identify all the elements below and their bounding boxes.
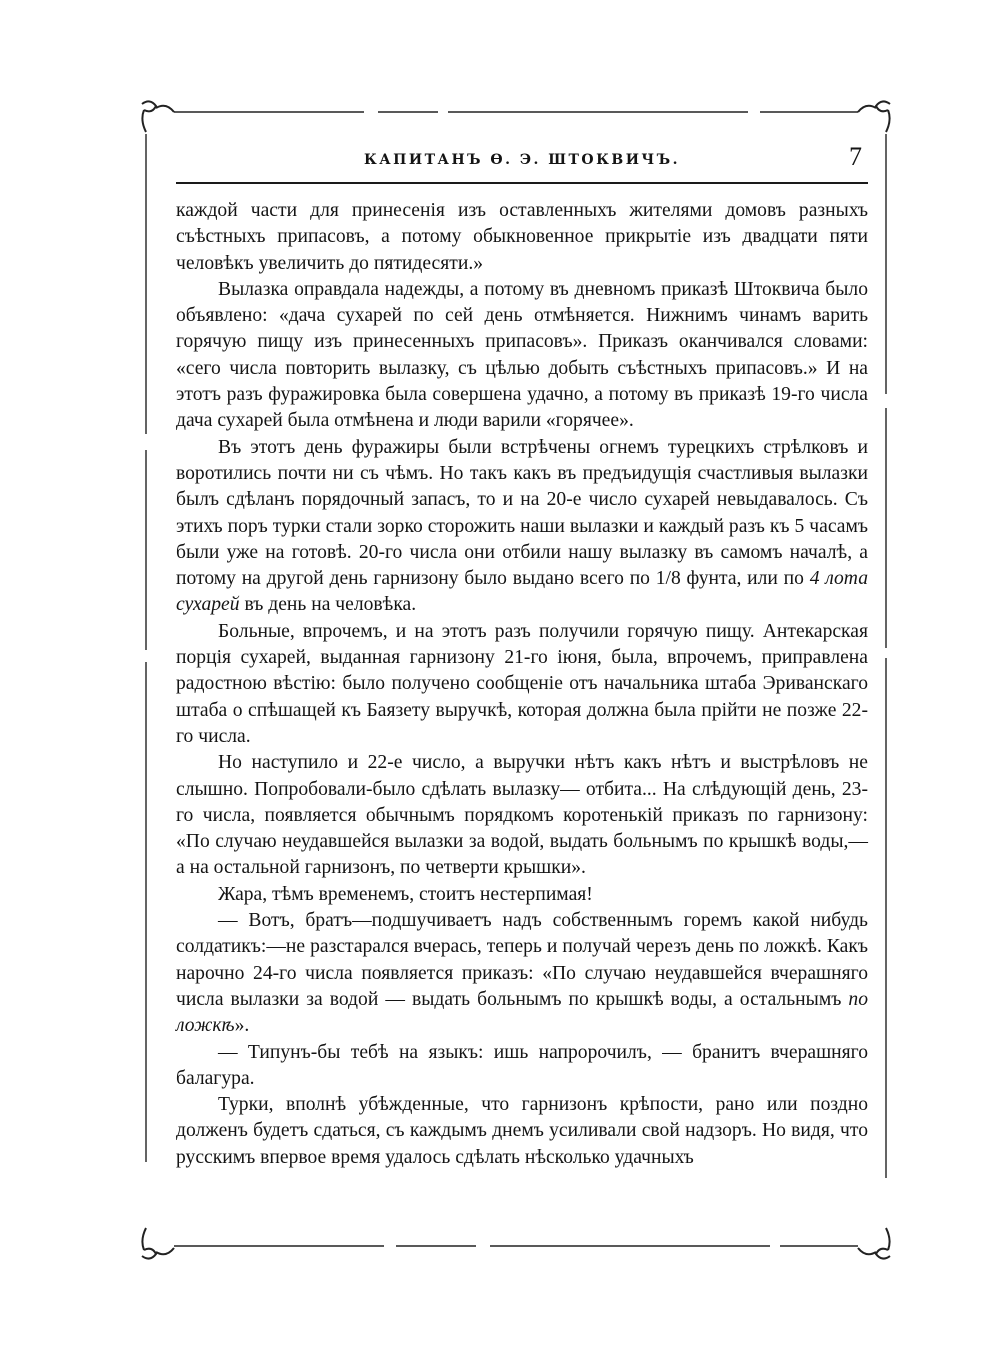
paragraph: — Типунъ-бы тебѣ на языкъ: ишь напророчилъ, — бранитъ вчерашняго балагура.	[176, 1041, 868, 1089]
paragraph: Больные, впрочемъ, и на этотъ разъ получили горячую пищу. Антекарская порція сухарей, выданная гарнизону 21-го іюня, была, впрочемъ, приправлена радостною вѣстію: было получено сообщеніе отъ начальника штаба Эриванскаго штаба о спѣшащей къ Баязету выручкѣ, которая должна была прійти не позже 22-го числа.	[176, 620, 868, 747]
corner-ornament-top-left	[142, 101, 174, 132]
paragraph	[176, 435, 868, 619]
paragraph-text: Въ этотъ день фуражиры были встрѣчены огнемъ турецкихъ стрѣлковъ и воротились почти ни съ чѣмъ. Но такъ какъ въ предъидущія счастливыя вылазки былъ сдѣланъ порядочный запасъ, то и на 20-е число сухарей невыдавалось. Съ этихъ поръ турки стали зорко сторожить наши вылазки и каждый разъ къ 5 часамъ были уже на готовѣ. 20-го числа они отбили нашу вылазку въ самомъ началѣ, а потому на другой день гарнизону было выдано всего по	[176, 436, 868, 590]
text-block	[176, 198, 868, 1171]
paragraph	[176, 908, 868, 1039]
corner-ornament-bottom-right	[858, 1228, 890, 1259]
italic-text: по ложкѣ	[176, 988, 868, 1037]
page-number: 7	[849, 142, 862, 171]
paragraph-text: фунта, или по	[686, 568, 804, 590]
paragraph-text: въ день на человѣка.	[244, 594, 417, 616]
corner-ornament-bottom-left	[142, 1228, 174, 1259]
paragraph: Вылазка оправдала надежды, а потому въ дневномъ приказѣ Штоквича было объявлено: «дача сухарей по сей день отмѣняется. Нижнимъ чинамъ варить горячую пищу изъ принесенныхъ припасовъ». Приказъ оканчивался словами: «сего числа повторить вылазку, съ цѣлью добыть съѣстныхъ припасовъ.» И на этотъ разъ фуражировка была совершена удачно, а потому въ приказѣ 19-го числа дача сухарей была отмѣнена и люди варили «горячее».	[176, 278, 868, 432]
page-frame	[140, 100, 892, 1260]
corner-ornament-top-right	[858, 101, 890, 132]
italic-text: 4 лота сухарей	[176, 568, 868, 616]
running-title: КАПИТАНЪ Ѳ. Э. ШТОКВИЧЪ.	[364, 152, 680, 168]
paragraph: Но наступило и 22-е число, а выручки нѣтъ какъ нѣтъ и выстрѣловъ не слышно. Попробовали-было сдѣлать вылазку— отбита... На слѣдующій день, 23-го числа, появляется обычнымъ порядкомъ коротенькій приказъ по гарнизону: «По случаю неудавшейся вылазки за водой, выдать больнымъ по крышкѣ воды,—а на остальной гарнизонъ, по четверти крышки».	[176, 752, 868, 879]
running-head	[176, 142, 868, 184]
paragraph: Турки, вполнѣ убѣжденные, что гарнизонъ крѣпости, рано или поздно долженъ будетъ сдаться, съ каждымъ днемъ усиливали свой надзоръ. Но видя, что русскимъ впервое время удалось сдѣлать нѣсколько удачныхъ	[176, 1094, 868, 1168]
paragraph: Жара, тѣмъ временемъ, стоитъ нестерпимая!	[218, 883, 593, 905]
paragraph-continued: каждой части для принесенія изъ оставленныхъ жителями домовъ разныхъ съѣстныхъ припасовъ, а потому обыкновенное прикрытіе изъ двадцати пяти человѣкъ увеличить до пятидесяти.»	[176, 200, 868, 274]
paragraph-text: ».	[234, 1015, 250, 1037]
paragraph-text: — Вотъ, братъ—подшучиваетъ надъ собственнымъ горемъ какой нибудь солдатикъ:—не разстарался вчерась, теперь и получай черезъ день по ложкѣ. Какъ нарочно 24-го числа появляется приказъ: «По случаю неудавшейся вчерашняго числа вылазки за водой — выдать больнымъ по крышкѣ воды, а остальнымъ	[176, 910, 868, 1010]
fraction: 1/8	[655, 568, 681, 590]
